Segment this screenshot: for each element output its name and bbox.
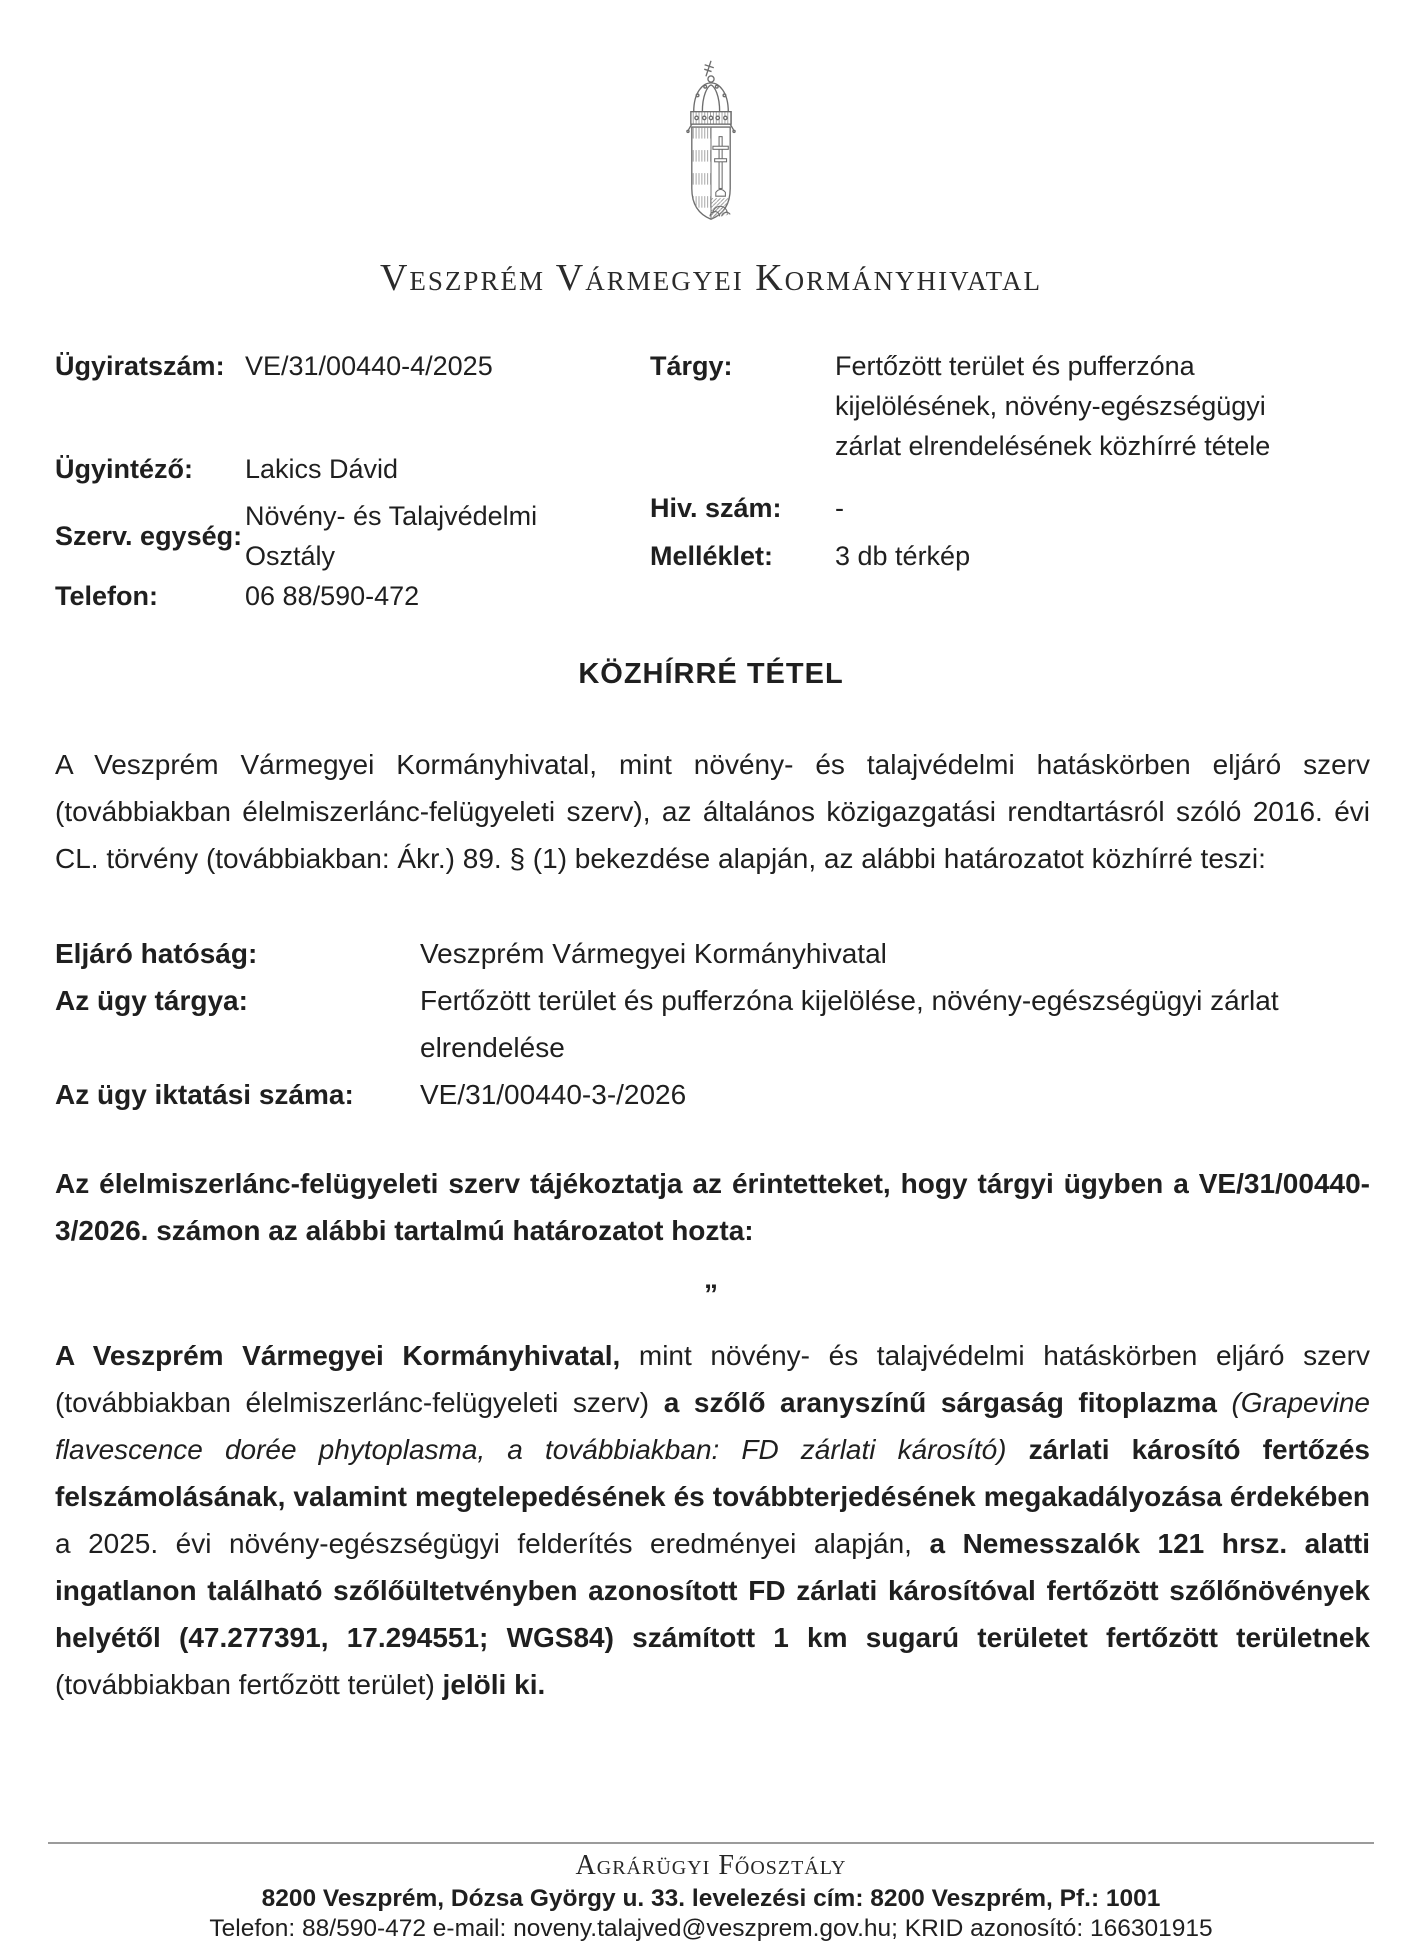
meta-value: Lakics Dávid — [245, 454, 399, 484]
decision-paragraph: A Veszprém Vármegyei Kormányhivatal, mint növény- és talajvédelmi hatáskörben eljáró szerv (továbbiakban élelmiszerlánc-felügyeleti szerv) a szőlő aranyszínű sárgaság fitoplazma (Grapevine flavescence dorée phytoplasma, a továbbiakban: FD zárlati károsító) zárlati károsító fertőzés felszámolásának, valamint megtelepedésének és továbbterjedésének megakadályozása érdekében a 2025. évi növény-egészségügyi felderítés eredményei alapján, a Nemesszalók 121 hrsz. alatti ingatlanon található szőlőültetvényben azonosított FD zárlati károsítóval fertőzött szőlőnövények helyétől (47.277391, 17.294551; WGS84) számított 1 km sugarú területet fertőzött területnek (továbbiakban fertőzött terület) jelöli ki. — [55, 1340, 1370, 1700]
case-row-iktatasi-szam — [55, 1071, 1370, 1118]
case-label: Az ügy tárgya: — [55, 985, 248, 1016]
case-label: Az ügy iktatási száma: — [55, 1079, 354, 1110]
meta-row-szerv-egyseg — [55, 496, 620, 576]
meta-value: Növény- és Talajvédelmi Osztály — [245, 501, 538, 571]
document-title: KÖZHÍRRÉ TÉTEL — [578, 658, 844, 690]
quote-mark: „ — [704, 1263, 718, 1294]
meta-label: Szerv. egység: — [55, 521, 243, 551]
meta-row-hiv-szam — [650, 488, 1370, 528]
footer-contact: Telefon: 88/590-472 e-mail: noveny.talajved@veszprem.gov.hu; KRID azonosító: 166301915 — [209, 1915, 1213, 1942]
meta-label: Hiv. szám: — [650, 493, 782, 523]
footer-department: Agrárügyi Főosztály — [575, 1850, 847, 1881]
case-value: VE/31/00440-3-/2026 — [420, 1079, 687, 1110]
org-name: Veszprém Vármegyei Kormányhivatal — [379, 257, 1042, 299]
case-section — [55, 930, 1370, 1118]
case-value: Veszprém Vármegyei Kormányhivatal — [420, 938, 887, 969]
case-row-ugy-targya — [55, 977, 1370, 1071]
meta-value: VE/31/00440-4/2025 — [245, 351, 493, 381]
hungary-coat-of-arms-icon — [663, 56, 759, 248]
meta-label: Ügyintéző: — [55, 454, 193, 484]
meta-row-ugyiratszam — [55, 346, 620, 386]
meta-label: Telefon: — [55, 581, 158, 611]
meta-label: Ügyiratszám: — [55, 351, 225, 381]
meta-section — [55, 346, 1422, 616]
footer-address: 8200 Veszprém, Dózsa György u. 33. levelezési cím: 8200 Veszprém, Pf.: 1001 — [261, 1885, 1161, 1912]
meta-row-telefon — [55, 576, 620, 616]
intro-paragraph: A Veszprém Vármegyei Kormányhivatal, mint növény- és talajvédelmi hatáskörben eljáró szerv (továbbiakban élelmiszerlánc-felügyeleti szerv), az általános közigazgatási rendtartásról szóló 2016. évi CL. törvény (továbbiakban: Ákr.) 89. § (1) bekezdése alapján, az alábbi határozatot közhírré teszi: — [55, 749, 1370, 874]
meta-label: Melléklet: — [650, 541, 774, 571]
meta-column-left — [55, 346, 620, 616]
case-value: Fertőzött terület és pufferzóna kijelölése, növény-egészségügyi zárlat elrendelése — [420, 985, 1279, 1063]
case-row-eljaro-hatosag — [55, 930, 1370, 977]
meta-value: - — [835, 493, 844, 523]
meta-value: 3 db térkép — [835, 541, 971, 571]
meta-column-right — [650, 346, 1370, 616]
footer — [48, 1842, 1374, 1943]
notice-paragraph: Az élelmiszerlánc-felügyeleti szerv tájékoztatja az érintetteket, hogy tárgyi ügyben a VE/31/00440-3/2026. számon az alábbi tartalmú határozatot hozta: — [55, 1168, 1370, 1246]
meta-value: 06 88/590-472 — [245, 581, 420, 611]
meta-row-targy — [650, 346, 1370, 466]
case-label: Eljáró hatóság: — [55, 938, 258, 969]
footer-divider — [48, 1842, 1374, 1844]
meta-label: Tárgy: — [650, 351, 733, 381]
meta-row-melleklet — [650, 536, 1370, 576]
meta-row-ugyintezo — [55, 449, 620, 489]
meta-value: Fertőzött terület és pufferzóna kijelölésének, növény-egészségügyi zárlat elrendelésének közhírré tétele — [835, 351, 1271, 461]
coat-of-arms-wrap — [0, 0, 1422, 248]
